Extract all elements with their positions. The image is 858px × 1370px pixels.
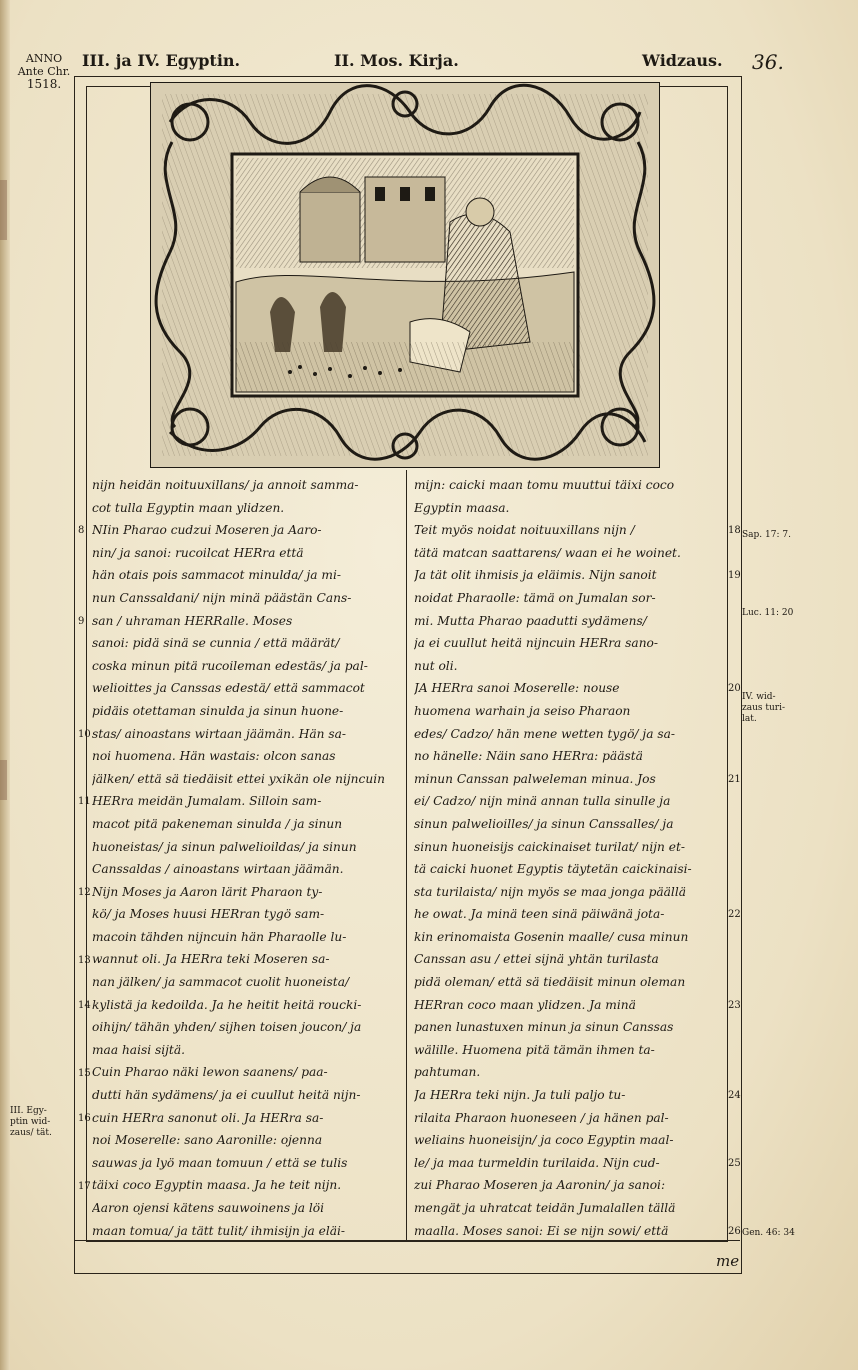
- verse-number: 16: [78, 1112, 91, 1124]
- text-line: weliains huoneisijn/ ja coco Egyptin maal-: [414, 1133, 674, 1148]
- text-line: HERran coco maan ylidzen. Ja minä: [414, 997, 636, 1012]
- verse-number: 14: [78, 999, 91, 1011]
- text-line: stas/ ainoastans wirtaan jäämän. Hän sa-: [92, 726, 346, 741]
- text-line: nin/ ja sanoi: rucoilcat HERra että: [92, 545, 304, 560]
- verse-number: 18: [728, 525, 741, 537]
- margin-note-line: ptin wid-: [10, 1117, 51, 1127]
- text-line: cuin HERra sanonut oli. Ja HERra sa-: [92, 1110, 324, 1125]
- text-line: kö/ ja Moses huusi HERran tygö sam-: [92, 907, 325, 922]
- text-line: san / uhraman HERRalle. Moses: [92, 613, 293, 628]
- catchword: me: [716, 1252, 740, 1270]
- text-line: macot pitä pakeneman sinulda / ja sinun: [92, 816, 343, 831]
- text-line: nut oli.: [414, 658, 458, 673]
- text-line: le/ ja maa turmeldin turilaida. Nijn cud-: [414, 1155, 660, 1170]
- verse-number: 23: [728, 999, 741, 1011]
- text-line: täixi coco Egyptin maasa. Ja he teit nijn.: [92, 1178, 342, 1193]
- margin-note-line: III. Egy-: [10, 1106, 47, 1116]
- running-head-center: II. Mos. Kirja.: [334, 51, 459, 70]
- text-line: dutti hän sydämens/ ja ei cuullut heitä nijn-: [92, 1088, 361, 1103]
- margin-note-gen: Gen. 46: 34: [742, 1228, 795, 1238]
- verse-number: 9: [78, 615, 85, 627]
- text-line: Canssan asu / ettei sijnä yhtän turilasta: [414, 952, 659, 967]
- text-line: Cuin Pharao näki lewon saanens/ paa-: [92, 1065, 328, 1080]
- edge-stain: [0, 760, 7, 800]
- running-head-left: III. ja IV. Egyptin.: [82, 51, 241, 70]
- text-line: mi. Mutta Pharao paadutti sydämens/: [414, 613, 647, 628]
- margin-note-plague-iv: [742, 692, 785, 725]
- running-head: [82, 48, 742, 74]
- margin-note-line: zaus/ tät.: [10, 1128, 52, 1138]
- text-line: kylistä ja kedoilda. Ja he heitit heitä roucki-: [92, 997, 362, 1012]
- text-line: Ja HERra teki nijn. Ja tuli paljo tu-: [414, 1088, 626, 1103]
- text-line: mijn: caicki maan tomu muuttui täixi coco: [414, 478, 675, 492]
- text-line: maa haisi sijtä.: [92, 1042, 185, 1057]
- text-line: ja ei cuullut heitä nijncuin HERra sano-: [414, 636, 659, 651]
- text-line: tätä matcan saattarens/ waan ei he woinet.: [414, 545, 681, 560]
- text-line: sanoi: pidä sinä se cunnia / että määrät/: [92, 636, 340, 651]
- text-line: no hänelle: Näin sano HERra: päästä: [414, 749, 643, 764]
- verse-number: 17: [78, 1180, 91, 1192]
- text-line: sauwas ja lyö maan tomuun / että se tulis: [92, 1155, 348, 1170]
- text-line: sta turilaista/ nijn myös se maa jonga päällä: [414, 884, 686, 899]
- text-line: Egyptin maasa.: [414, 500, 510, 515]
- verse-number: 24: [728, 1090, 741, 1102]
- verse-number: 19: [728, 570, 741, 582]
- text-line: sinun huoneisijs caickinaiset turilat/ nijn et-: [414, 839, 685, 854]
- text-line: tä caicki huonet Egyptis täytetän caickinaisi-: [414, 862, 692, 877]
- text-line: jälken/ että sä tiedäisit ettei yxikän ole nijncuin: [92, 771, 385, 786]
- text-line: nun Canssaldani/ nijn minä päästän Cans-: [92, 590, 352, 605]
- verse-number: 25: [728, 1158, 741, 1169]
- text-line: welioittes ja Canssas edestä/ että sammacot: [92, 681, 365, 696]
- verse-number: 13: [78, 954, 91, 966]
- text-line: oihijn/ tähän yhden/ sijhen toisen joucon/ ja: [92, 1020, 362, 1035]
- verse-number: 15: [78, 1067, 91, 1079]
- verse-number: 10: [78, 728, 91, 740]
- text-line: nan jälken/ ja sammacot cuolit huoneista/: [92, 975, 350, 990]
- year-note: [14, 52, 74, 91]
- verse-number: 20: [728, 683, 741, 695]
- edge-stain: [0, 180, 7, 240]
- margin-note-sap: Sap. 17: 7.: [742, 530, 791, 540]
- text-line: ei/ Cadzo/ nijn minä annan tulla sinulle ja: [414, 794, 671, 809]
- text-line: noidat Pharaolle: tämä on Jumalan sor-: [414, 590, 656, 605]
- text-line: zui Pharao Moseren ja Aaronin/ ja sanoi:: [414, 1178, 666, 1193]
- text-line: maalla. Moses sanoi: Ei se nijn sowi/ että: [414, 1223, 669, 1238]
- text-line: HERra meidän Jumalam. Silloin sam-: [92, 794, 322, 809]
- margin-note-line: zaus turi-: [742, 703, 786, 713]
- text-line: Aaron ojensi kätens sauwoinens ja löi: [92, 1201, 325, 1215]
- text-line: minun Canssan palweleman minua. Jos: [414, 771, 656, 786]
- text-line: Ja tät olit ihmisis ja eläimis. Nijn sanoit: [414, 568, 657, 583]
- text-line: sinun palwelioilles/ ja sinun Canssalles/ ja: [414, 816, 674, 831]
- text-line: Canssaldas / ainoastans wirtaan jäämän.: [92, 862, 344, 877]
- text-line: wannut oli. Ja HERra teki Moseren sa-: [92, 952, 330, 967]
- year-value: 1518.: [26, 77, 62, 91]
- verse-number: 11: [78, 796, 91, 808]
- text-line: Nijn Moses ja Aaron lärit Pharaon ty-: [92, 884, 323, 899]
- text-line: huomena warhain ja seiso Pharaon: [414, 703, 631, 718]
- text-line: mengät ja uhratcat teidän Jumalallen tällä: [414, 1201, 676, 1215]
- text-line: pahtuman.: [414, 1065, 481, 1080]
- text-line: edes/ Cadzo/ hän mene wetten tygö/ ja sa-: [414, 726, 675, 741]
- verse-number: 12: [78, 886, 91, 898]
- verse-number: 22: [728, 909, 741, 921]
- text-line: wälille. Huomena pitä tämän ihmen ta-: [414, 1042, 655, 1057]
- anno-label: ANNO: [25, 52, 63, 65]
- text-line: macoin tähden nijncuin hän Pharaolle lu-: [92, 929, 347, 944]
- woodcut-illustration: [150, 82, 660, 468]
- text-line: coska minun pitä rucoileman edestäs/ ja pal-: [92, 658, 368, 673]
- text-line: JA HERra sanoi Moserelle: nouse: [414, 681, 620, 696]
- margin-note-line: IV. wid-: [742, 692, 776, 702]
- margin-note-luc: Luc. 11: 20: [742, 608, 794, 618]
- page-number: 36.: [752, 50, 784, 74]
- left-text-column: [92, 474, 402, 1240]
- margin-note-plague-iii: [10, 1106, 72, 1139]
- text-line: panen lunastuxen minun ja sinun Canssas: [414, 1020, 674, 1035]
- text-line: cot tulla Egyptin maan ylidzen.: [92, 500, 285, 515]
- text-line: NIin Pharao cudzui Moseren ja Aaro-: [92, 523, 322, 538]
- text-line: Teit myös noidat noituuxillans nijn /: [414, 523, 635, 538]
- verse-number: 21: [728, 773, 741, 785]
- verse-number: 26: [728, 1225, 741, 1237]
- text-line: hän otais pois sammacot minulda/ ja mi-: [92, 568, 341, 583]
- footer-rule: [74, 1240, 740, 1241]
- text-line: kin erinomaista Gosenin maalle/ cusa minun: [414, 929, 689, 944]
- running-head-right: Widzaus.: [642, 51, 723, 70]
- text-line: noi Moserelle: sano Aaronille: ojenna: [92, 1133, 323, 1148]
- text-line: maan tomua/ ja tätt tulit/ ihmisijn ja eläi-: [92, 1223, 346, 1238]
- text-line: pidäis otettaman sinulda ja sinun huone-: [92, 703, 344, 718]
- text-line: pidä oleman/ että sä tiedäisit minun oleman: [414, 975, 686, 990]
- margin-note-line: lat.: [742, 714, 757, 724]
- text-line: noi huomena. Hän wastais: olcon sanas: [92, 749, 336, 764]
- text-line: nijn heidän noituuxillans/ ja annoit samma-: [92, 478, 359, 492]
- column-divider: [406, 470, 407, 1240]
- text-line: he owat. Ja minä teen sinä päiwänä jota-: [414, 907, 665, 922]
- verse-number: 8: [78, 525, 85, 537]
- right-text-column: [414, 474, 724, 1240]
- text-line: huoneistas/ ja sinun palwelioildas/ ja sinun: [92, 839, 357, 854]
- text-line: rilaita Pharaon huoneseen / ja hänen pal-: [414, 1110, 669, 1125]
- ante-chr-label: Ante Chr.: [17, 65, 71, 78]
